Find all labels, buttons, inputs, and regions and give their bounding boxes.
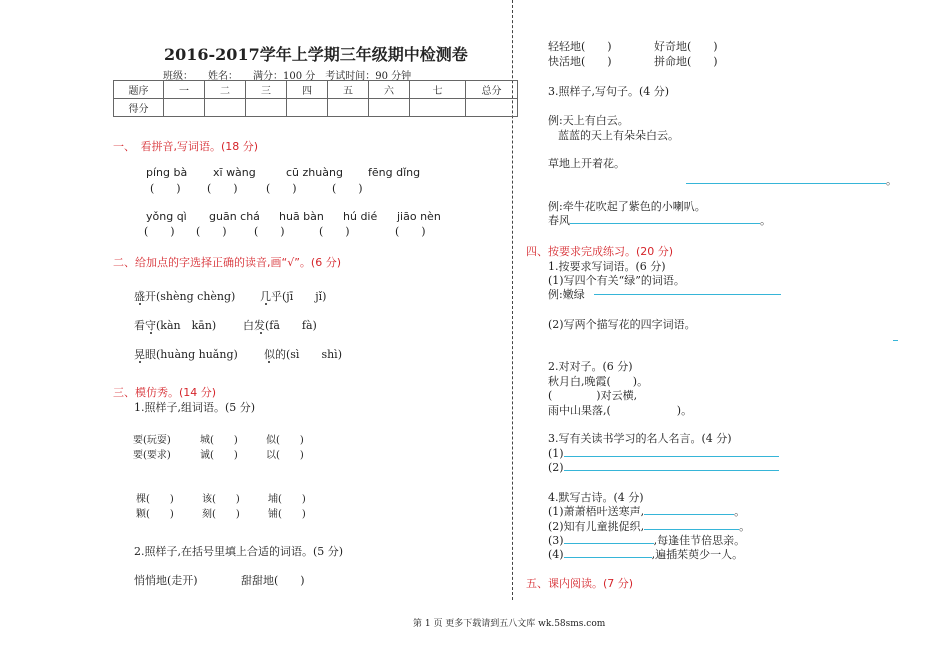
pinyin-item: píng bà <box>146 166 188 179</box>
poem-line: ,遍插茱萸少一人。 <box>651 548 744 561</box>
score-table <box>113 80 518 117</box>
word-item[interactable]: 铺( ) <box>268 509 306 520</box>
section-2-heading: 二、给加点的字选择正确的读音,画“√”。(6 分) <box>113 256 341 269</box>
example-text: 蓝蓝的天上有朵朵白云。 <box>558 129 679 142</box>
word-group[interactable] <box>266 433 304 463</box>
answer-blank[interactable] <box>893 330 898 341</box>
question-label: 1.按要求写词语。(6 分) <box>548 260 666 273</box>
reading-choice[interactable]: 盛开(shèng chèng) <box>134 290 236 303</box>
item-number: (2) <box>548 461 564 474</box>
score-table-score-row <box>114 99 518 117</box>
example-text: 例:牵牛花吹起了紫色的小喇叭。 <box>548 200 706 213</box>
score-input-cell[interactable] <box>410 99 466 117</box>
word-item[interactable]: 颗( ) <box>136 509 174 520</box>
answer-paren[interactable]: ( ) <box>196 225 227 238</box>
answer-line[interactable] <box>548 446 779 460</box>
answer-paren[interactable]: ( ) <box>207 182 238 195</box>
section-4-heading: 四、按要求完成练习。(20 分) <box>526 245 674 258</box>
period: 。 <box>739 520 751 533</box>
answer-blank[interactable] <box>570 213 760 224</box>
answer-blank[interactable] <box>564 547 652 558</box>
word-group[interactable] <box>136 492 174 522</box>
pinyin-item: guān chá <box>209 210 260 223</box>
reading-choice[interactable]: 几乎(jī jǐ) <box>260 290 327 303</box>
question-label: 3.照样子,写句子。(4 分) <box>548 85 670 98</box>
question-label: (1)写四个有关“绿”的词语。 <box>548 274 685 287</box>
word-item: 要(玩耍) <box>133 435 171 446</box>
word-group <box>133 433 171 463</box>
answer-blank[interactable] <box>564 460 779 471</box>
answer-paren[interactable]: ( ) <box>266 182 297 195</box>
score-cell: 一 <box>164 81 205 99</box>
reading-choice[interactable]: 晃眼(huàng huǎng) <box>134 348 238 361</box>
answer-line[interactable] <box>594 284 781 298</box>
period: 。 <box>760 214 771 227</box>
emphasis-dot <box>268 361 270 363</box>
item-number: (1) <box>548 447 564 460</box>
pinyin-item: huā bàn <box>279 210 324 223</box>
example-text: 例:天上有白云。 <box>548 114 629 127</box>
answer-line[interactable] <box>548 503 745 519</box>
answer-blank[interactable] <box>594 284 781 295</box>
emphasis-dot <box>139 303 141 305</box>
word-item[interactable]: 埔( ) <box>268 494 306 505</box>
score-cell: 三 <box>246 81 287 99</box>
exam-meta: 班级： 姓名： 满分：100 分 考试时间：90 分钟 <box>163 71 412 82</box>
score-cell: 五 <box>328 81 369 99</box>
prompt-sentence: 春风 <box>548 214 570 227</box>
example-text: 例:嫩绿 <box>548 288 585 301</box>
fill-item[interactable]: 快活地( ) <box>548 55 612 68</box>
answer-paren[interactable]: ( ) <box>254 225 285 238</box>
score-input-cell[interactable] <box>205 99 246 117</box>
answer-line[interactable] <box>686 172 897 188</box>
answer-blank[interactable] <box>564 533 654 544</box>
answer-line[interactable] <box>893 330 898 344</box>
answer-line[interactable] <box>548 546 743 562</box>
poem-line: (2)知有儿童挑促织, <box>548 520 645 533</box>
reading-choice[interactable]: 看守(kàn kān) <box>134 319 217 332</box>
pinyin-item: cū zhuàng <box>286 166 343 179</box>
couplet-line[interactable]: 秋月白,晚霞( )。 <box>548 375 649 388</box>
score-input-cell[interactable] <box>328 99 369 117</box>
emphasis-dot <box>150 332 152 334</box>
score-input-cell[interactable] <box>246 99 287 117</box>
emphasis-dot <box>260 332 262 334</box>
word-item[interactable]: 似( ) <box>266 435 304 446</box>
section-1-heading: 一、 看拼音,写词语。(18 分) <box>113 140 259 153</box>
question-label: (2)写两个描写花的四字词语。 <box>548 318 696 331</box>
pinyin-item: fēng dǐng <box>368 166 421 179</box>
answer-line[interactable] <box>548 460 779 474</box>
answer-blank[interactable] <box>644 519 739 530</box>
page-title: 2016-2017学年上学期三年级期中检测卷 <box>164 45 468 64</box>
answer-paren[interactable]: ( ) <box>150 182 181 195</box>
score-cell: 得分 <box>114 99 164 117</box>
poem-line: (1)萧萧梧叶送寒声, <box>548 505 645 518</box>
word-group[interactable] <box>202 492 240 522</box>
emphasis-dot <box>265 303 267 305</box>
answer-line[interactable] <box>548 212 771 228</box>
score-cell: 总分 <box>466 81 518 99</box>
score-cell: 七 <box>410 81 466 99</box>
word-item[interactable]: 以( ) <box>266 450 304 461</box>
score-cell: 六 <box>369 81 410 99</box>
item-number: (4) <box>548 548 564 561</box>
answer-paren[interactable]: ( ) <box>332 182 363 195</box>
pinyin-item: jiāo nèn <box>397 210 441 223</box>
word-item[interactable]: 刻( ) <box>202 509 240 520</box>
score-input-cell[interactable] <box>466 99 518 117</box>
pinyin-item: xī wàng <box>213 166 256 179</box>
section-5-heading: 五、课内阅读。(7 分) <box>526 577 634 590</box>
prompt-sentence: 草地上开着花。 <box>548 157 625 170</box>
pinyin-item: hú dié <box>343 210 378 223</box>
score-table-header-row <box>114 81 518 99</box>
score-input-cell[interactable] <box>164 99 205 117</box>
pinyin-item: yǒng qì <box>146 210 187 223</box>
emphasis-dot <box>139 361 141 363</box>
couplet-line[interactable]: 雨中山果落,( )。 <box>548 404 693 417</box>
item-number: (3) <box>548 534 564 547</box>
word-item[interactable]: 棵( ) <box>136 494 174 505</box>
score-input-cell[interactable] <box>287 99 328 117</box>
answer-paren[interactable]: ( ) <box>395 225 426 238</box>
word-group[interactable] <box>200 433 238 463</box>
score-cell: 四 <box>287 81 328 99</box>
fill-item[interactable]: 甜甜地( ) <box>241 574 305 587</box>
word-item[interactable]: 诚( ) <box>200 450 238 461</box>
question-label: 4.默写古诗。(4 分) <box>548 491 644 504</box>
poem-line: ,每逢佳节倍思亲。 <box>653 534 746 547</box>
question-label: 1.照样子,组词语。(5 分) <box>134 401 256 414</box>
answer-blank[interactable] <box>644 504 734 515</box>
answer-paren[interactable]: ( ) <box>319 225 350 238</box>
score-cell: 二 <box>205 81 246 99</box>
word-item: 要(要求) <box>133 450 171 461</box>
fill-item[interactable]: 好奇地( ) <box>654 40 718 53</box>
reading-choice[interactable]: 白发(fā fà) <box>243 319 317 332</box>
period: 。 <box>734 505 746 518</box>
word-item[interactable]: 该( ) <box>202 494 240 505</box>
question-label: 3.写有关读书学习的名人名言。(4 分) <box>548 432 732 445</box>
question-label: 2.对对子。(6 分) <box>548 360 633 373</box>
word-group[interactable] <box>268 492 306 522</box>
couplet-line[interactable]: ( )对云横, <box>548 389 638 402</box>
answer-blank[interactable] <box>564 446 779 457</box>
question-label: 2.照样子,在括号里填上合适的词语。(5 分) <box>134 545 344 558</box>
fill-item[interactable]: 轻轻地( ) <box>548 40 612 53</box>
answer-paren[interactable]: ( ) <box>144 225 175 238</box>
fill-item[interactable]: 拼命地( ) <box>654 55 718 68</box>
page-footer: 第 1 页 更多下载请到五八文库 wk.58sms.com <box>413 619 606 629</box>
word-item[interactable]: 城( ) <box>200 435 238 446</box>
score-input-cell[interactable] <box>369 99 410 117</box>
answer-blank[interactable] <box>686 173 886 184</box>
reading-choice[interactable]: 似的(sì shì) <box>264 348 342 361</box>
period: 。 <box>886 174 897 187</box>
section-3-heading: 三、模仿秀。(14 分) <box>113 386 217 399</box>
score-cell: 题序 <box>114 81 164 99</box>
fill-item: 悄悄地(走开) <box>134 574 198 587</box>
